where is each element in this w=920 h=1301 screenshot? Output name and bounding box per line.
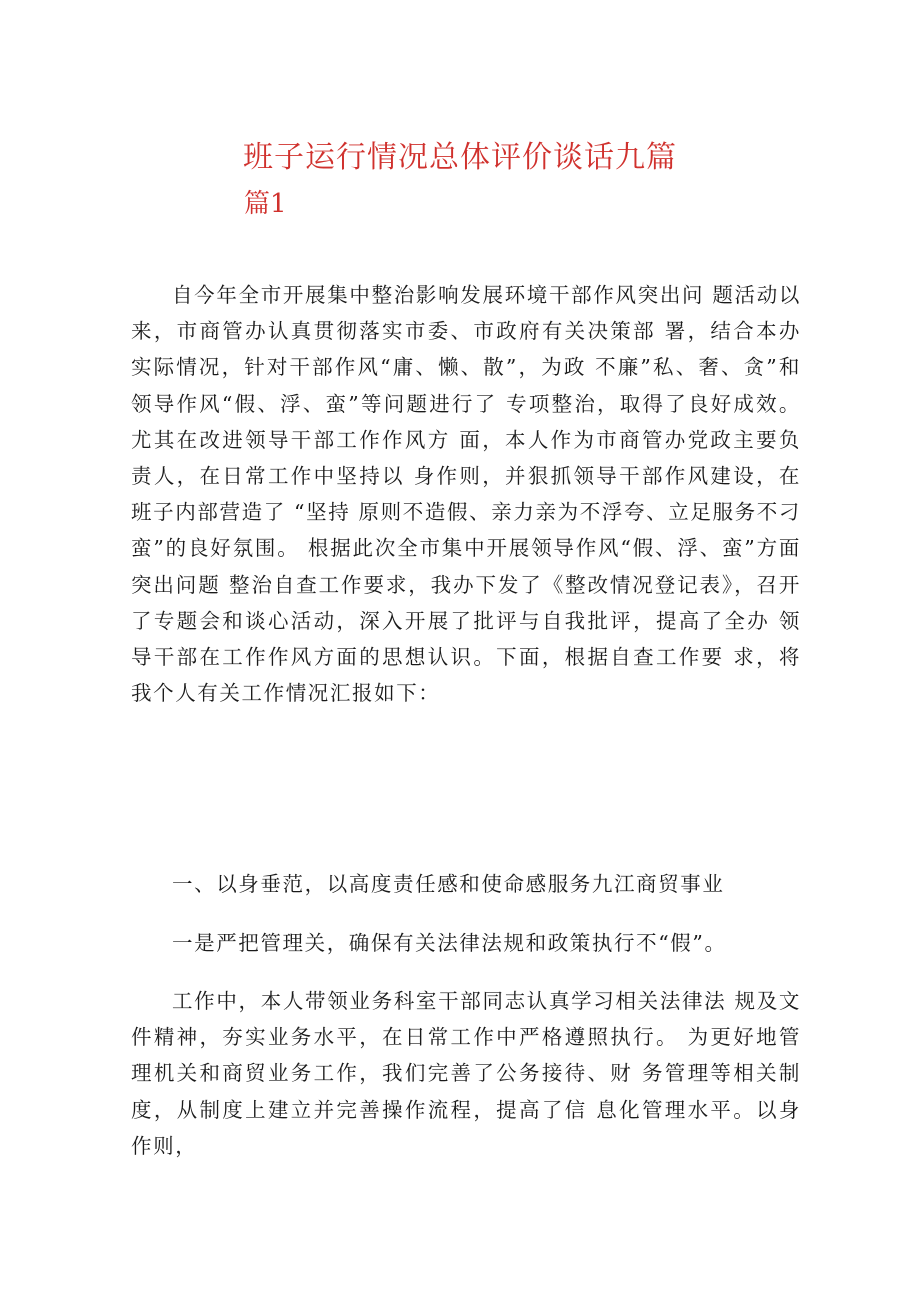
intro-paragraph: 自今年全市开展集中整治影响发展环境干部作风突出问 题活动以来，市商管办认真贯彻落实市委、市政府有关决策部 署，结合本办实际情况，针对干部作风“庸、懒、散”，为政 不廉”私、奢、贪”和领导作风“假、浮、蛮”等问题进行了 专项整治，取得了良好成效。尤其在改进领导干部工作作风方 面，本人作为市商管办党政主要负责人，在日常工作中坚持以 身作则，并狠抓领导干部作风建设，在班子内部营造了 “坚持 原则不造假、亲力亲为不浮夸、立足服务不刁蛮”的良好氛围。 根据此次全市集中开展领导作风“假、浮、蛮”方面突出问题 整治自查工作要求，我办下发了《整改情况登记表》，召开了专题会和谈心活动，深入开展了批评与自我批评，提高了全办 领导干部在工作作风方面的思想认识。下面，根据自查工作要 求，将我个人有关工作情况汇报如下： — [131, 283, 801, 706]
work-paragraph-block — [131, 983, 801, 1164]
heading-one: 一、以身垂范，以高度责任感和使命感服务九江商贸事业 — [172, 872, 725, 896]
document-title: 班子运行情况总体评价谈话九篇 — [243, 140, 677, 175]
intro-paragraph-block — [131, 277, 801, 711]
heading-one-block — [131, 866, 801, 902]
work-paragraph: 工作中，本人带领业务科室干部同志认真学习相关法律法 规及文件精神，夯实业务水平，在日常工作中严格遵照执行。 为更好地管理机关和商贸业务工作，我们完善了公务接待、财 务管理等相关制度，从制度上建立并完善操作流程，提高了信 息化管理水平。以身作则， — [131, 989, 801, 1158]
section-label: 篇1 — [244, 189, 287, 219]
heading-two-block — [131, 925, 801, 961]
heading-two: 一是严把管理关，确保有关法律法规和政策执行不“假”。 — [172, 931, 727, 955]
